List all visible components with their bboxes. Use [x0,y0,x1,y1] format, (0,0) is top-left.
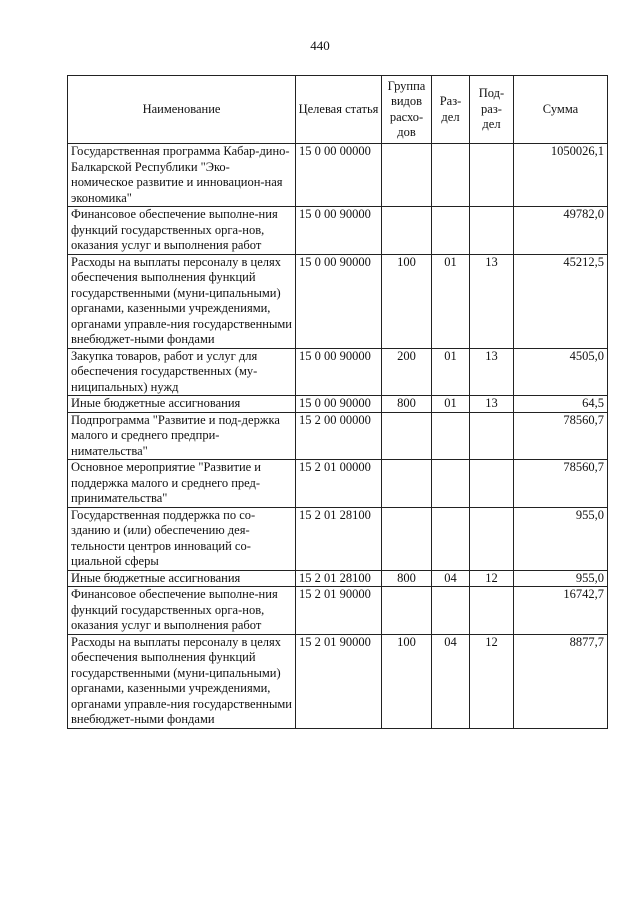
table-row [68,144,608,207]
row-name: Основное мероприятие "Развитие и поддержка малого и среднего пред-принимательства" [68,460,296,508]
row-subsection [470,144,514,207]
row-subsection [470,507,514,570]
row-target-article: 15 2 01 28100 [296,507,382,570]
row-name: Подпрограмма "Развитие и под-держка малого и среднего предпри-нимательства" [68,412,296,460]
page-number: 440 [310,38,330,53]
table-row [68,348,608,396]
row-subsection [470,587,514,635]
table-row [68,507,608,570]
budget-table [67,75,608,729]
row-target-article: 15 0 00 90000 [296,254,382,348]
row-expense-group [382,507,432,570]
row-expense-group: 800 [382,396,432,413]
row-sum: 45212,5 [514,254,608,348]
table-row [68,460,608,508]
header-sum: Сумма [514,76,608,144]
row-sum: 64,5 [514,396,608,413]
table-header-row [68,76,608,144]
row-expense-group [382,144,432,207]
row-section [432,460,470,508]
row-expense-group: 200 [382,348,432,396]
row-sum: 78560,7 [514,412,608,460]
header-name: Наименование [68,76,296,144]
table-row [68,570,608,587]
row-name: Финансовое обеспечение выполне-ния функций государственных орга-нов, оказания услуг и выполнения работ [68,587,296,635]
row-target-article: 15 0 00 00000 [296,144,382,207]
row-section: 01 [432,348,470,396]
header-subsection: Под-раз-дел [470,76,514,144]
row-section [432,207,470,255]
row-target-article: 15 0 00 90000 [296,396,382,413]
row-sum: 78560,7 [514,460,608,508]
row-target-article: 15 2 01 28100 [296,570,382,587]
table-row [68,412,608,460]
row-subsection: 13 [470,396,514,413]
row-expense-group: 100 [382,254,432,348]
row-target-article: 15 2 01 00000 [296,460,382,508]
row-section: 01 [432,254,470,348]
row-target-article: 15 0 00 90000 [296,348,382,396]
row-section: 01 [432,396,470,413]
row-target-article: 15 0 00 90000 [296,207,382,255]
table-row [68,587,608,635]
row-subsection: 13 [470,348,514,396]
row-sum: 1050026,1 [514,144,608,207]
row-target-article: 15 2 00 00000 [296,412,382,460]
row-section: 04 [432,570,470,587]
table-row [68,634,608,728]
table-body [68,144,608,729]
row-expense-group [382,587,432,635]
row-target-article: 15 2 01 90000 [296,634,382,728]
row-expense-group [382,207,432,255]
row-name: Государственная поддержка по со-зданию и (или) обеспечению дея-тельности центров инноваций со-циальной сферы [68,507,296,570]
row-subsection [470,412,514,460]
header-expense-group: Группа видов расхо-дов [382,76,432,144]
row-section: 04 [432,634,470,728]
row-section [432,587,470,635]
row-section [432,412,470,460]
row-name: Иные бюджетные ассигнования [68,396,296,413]
row-sum: 49782,0 [514,207,608,255]
row-sum: 955,0 [514,570,608,587]
row-expense-group [382,412,432,460]
table-row [68,396,608,413]
row-sum: 955,0 [514,507,608,570]
row-name: Расходы на выплаты персоналу в целях обеспечения выполнения функций государственными (муни-ципальными) органами, казенными учреждениями, органами управле-ния государственными внебюджет-ными фондами [68,634,296,728]
row-name: Государственная программа Кабар-дино-Балкарской Республики "Эко-номическое развитие и инновацион-ная экономика" [68,144,296,207]
row-expense-group: 100 [382,634,432,728]
row-expense-group [382,460,432,508]
table-row [68,254,608,348]
row-expense-group: 800 [382,570,432,587]
row-sum: 16742,7 [514,587,608,635]
row-section [432,507,470,570]
row-name: Финансовое обеспечение выполне-ния функций государственных орга-нов, оказания услуг и выполнения работ [68,207,296,255]
row-subsection [470,460,514,508]
row-subsection: 12 [470,570,514,587]
row-section [432,144,470,207]
header-section: Раз-дел [432,76,470,144]
header-target-article: Целевая статья [296,76,382,144]
row-name: Расходы на выплаты персоналу в целях обеспечения выполнения функций государственными (муни-ципальными) органами, казенными учреждениями, органами управле-ния государственными внебюджет-ными фондами [68,254,296,348]
row-subsection: 12 [470,634,514,728]
row-name: Иные бюджетные ассигнования [68,570,296,587]
row-sum: 8877,7 [514,634,608,728]
row-sum: 4505,0 [514,348,608,396]
table-row [68,207,608,255]
row-subsection: 13 [470,254,514,348]
row-subsection [470,207,514,255]
row-target-article: 15 2 01 90000 [296,587,382,635]
row-name: Закупка товаров, работ и услуг для обеспечения государственных (му-ниципальных) нужд [68,348,296,396]
